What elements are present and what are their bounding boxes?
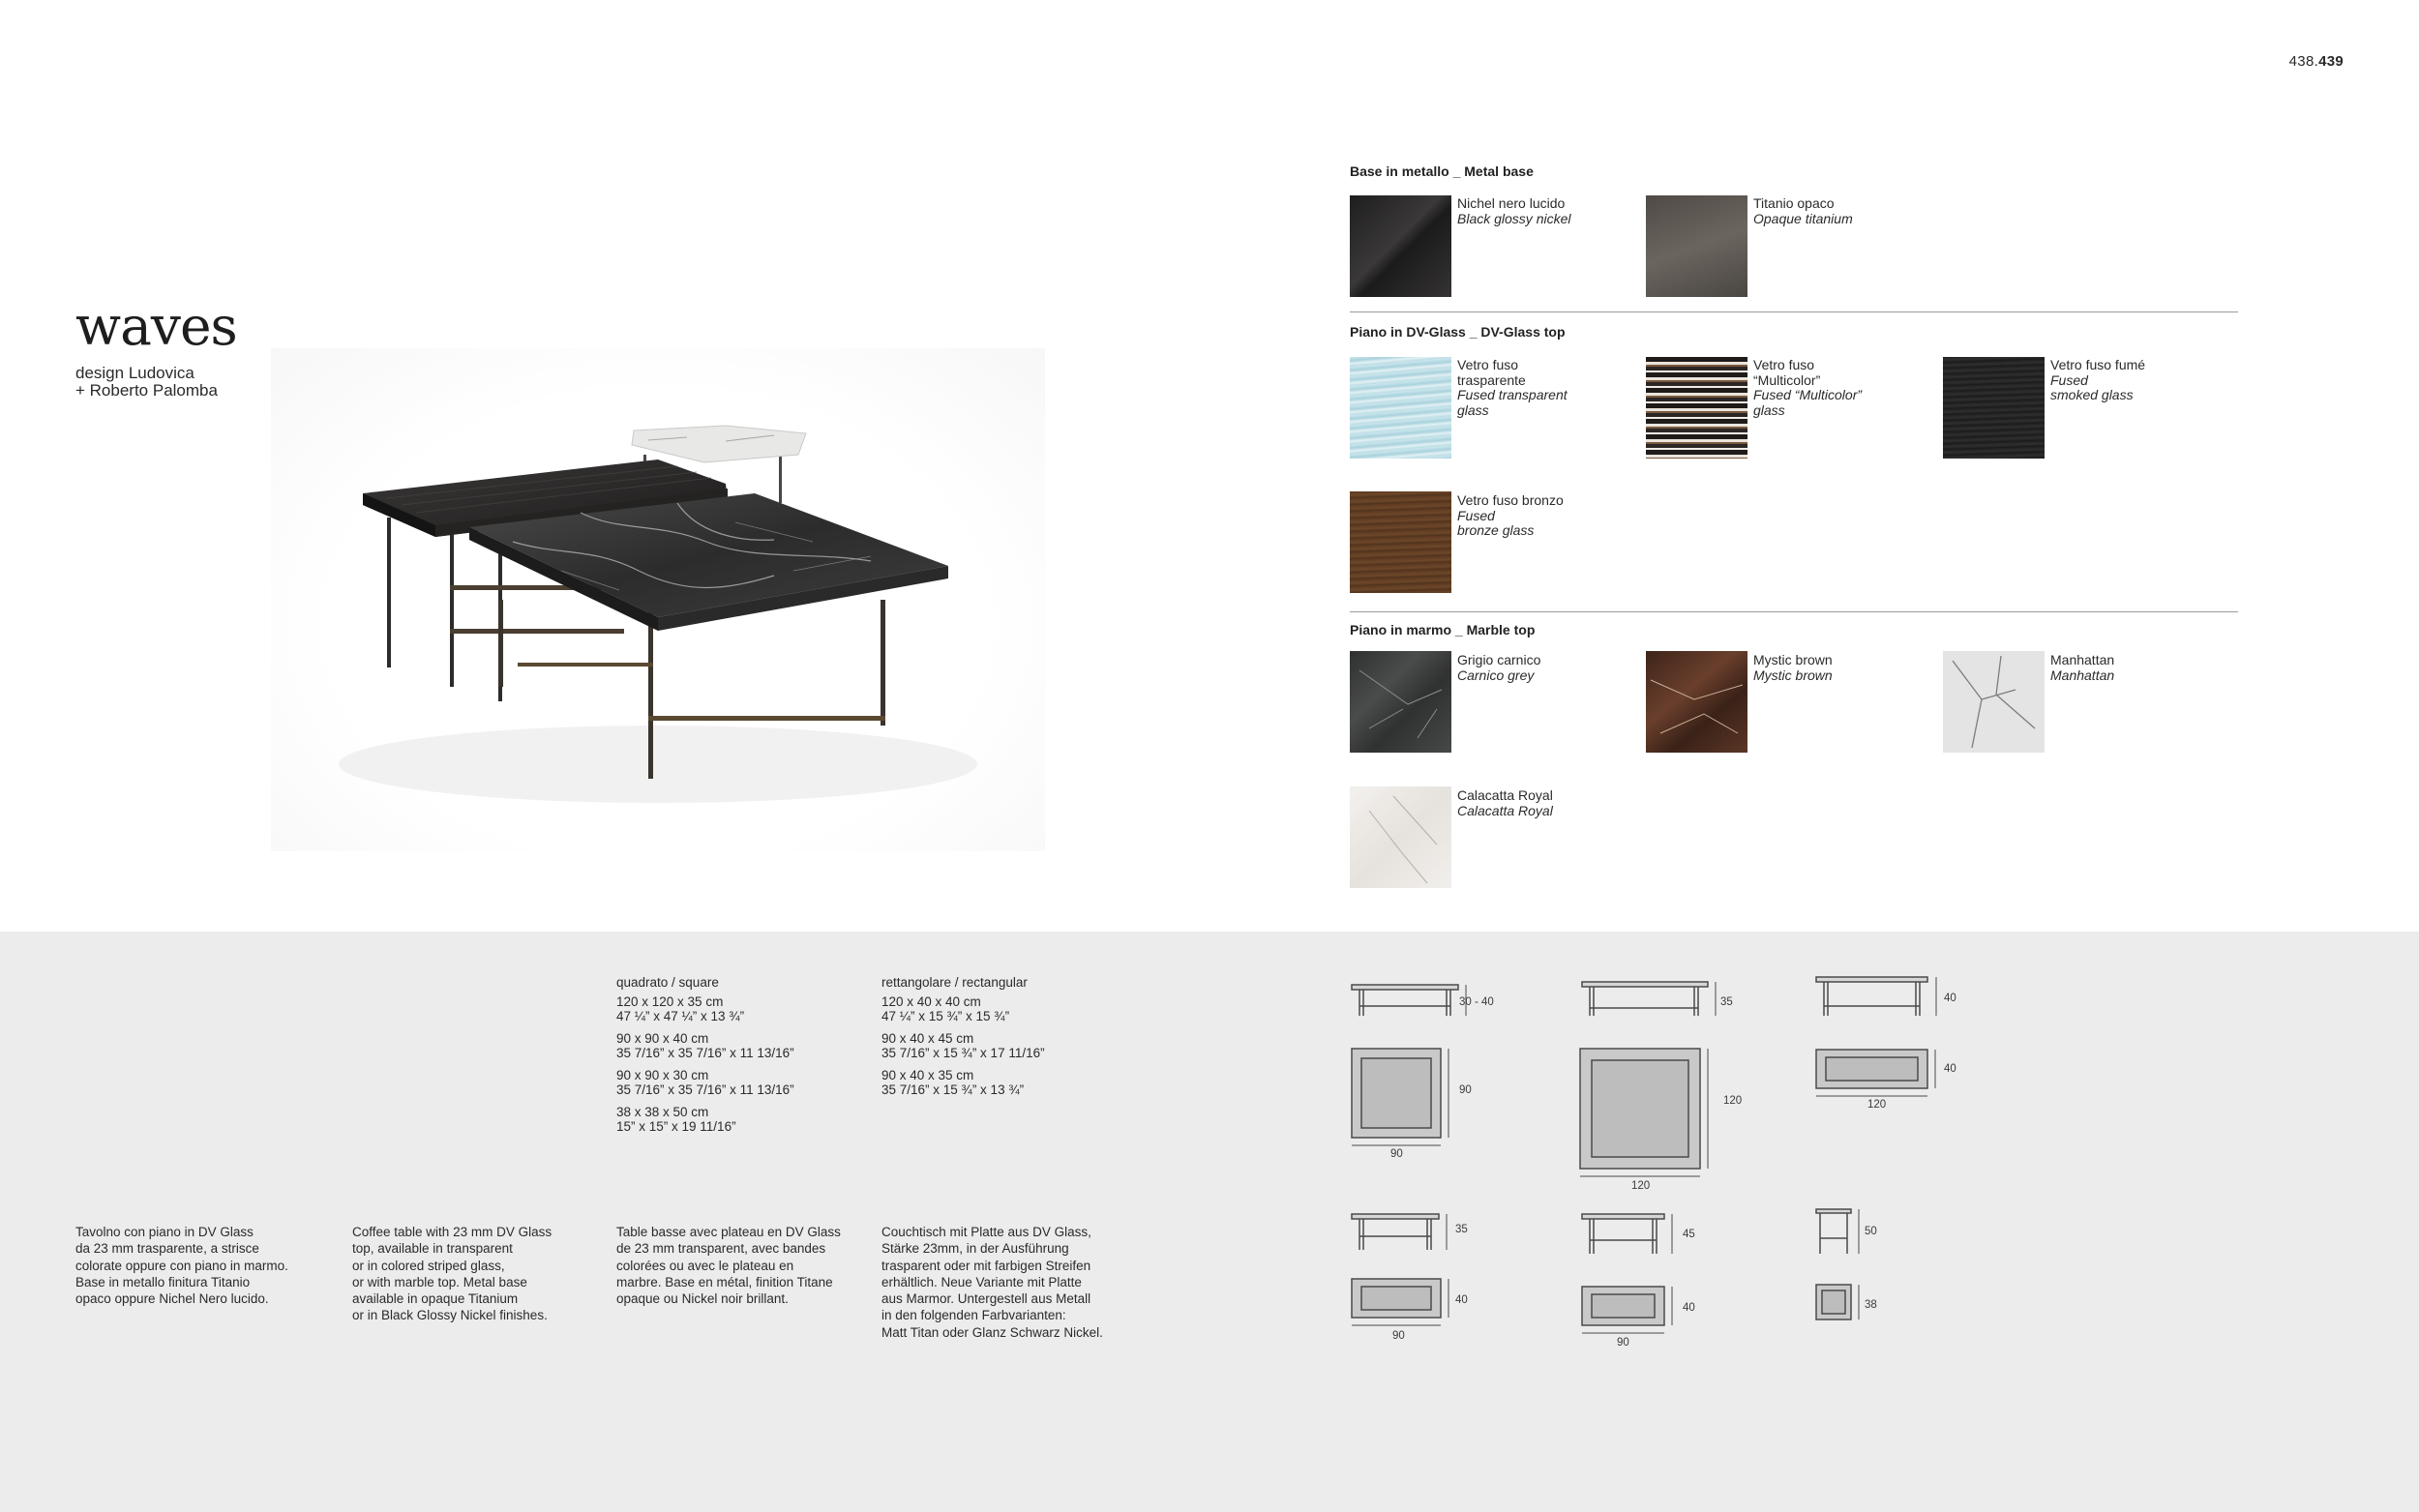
drawing-elevation-e (1582, 1214, 1672, 1254)
product-title: waves (75, 295, 237, 357)
dimension-label: 35 (1720, 996, 1733, 1008)
swatch-label: Calacatta Royal Calacatta Royal (1457, 787, 1553, 818)
product-photo (271, 348, 1045, 851)
section-title-marble-top: Piano in marmo _ Marble top (1350, 622, 1536, 637)
description-english: Coffee table with 23 mm DV Glass top, available in transparent or in colored striped glass, or with marble top. Metal base available in opaque Titanium or in Black Glossy Nickel finishes. (352, 1225, 552, 1323)
description-french: Table basse avec plateau en DV Glass de 23 mm transparent, avec bandes colorées ou avec le plateau en marbre. Base en métal, finition Titane opaque ou Nickel noir brillant. (616, 1225, 841, 1307)
dimension-label: 45 (1683, 1229, 1695, 1240)
swatch-carnico-grey[interactable] (1350, 651, 1451, 753)
swatch-label: Titanio opaco Opaque titanium (1753, 195, 1853, 226)
drawing-elevation-c (1816, 977, 1936, 1016)
swatch-fused-bronze-glass[interactable] (1350, 491, 1451, 593)
drawing-plan-b (1580, 1049, 1708, 1176)
section-title-metal-base: Base in metallo _ Metal base (1350, 163, 1534, 179)
technical-drawings (1340, 967, 1969, 1354)
dimension-label: 90 (1392, 1330, 1405, 1342)
swatch-label: Vetro fuso trasparente Fused transparent glass (1457, 357, 1568, 418)
drawing-elevation-b (1582, 982, 1716, 1016)
swatch-label: Grigio carnico Carnico grey (1457, 652, 1541, 683)
dimension-label: 40 (1944, 1063, 1956, 1075)
dimension-label: 40 (1944, 993, 1956, 1004)
dimension-label: 35 (1455, 1224, 1468, 1235)
swatch-label: Mystic brown Mystic brown (1753, 652, 1833, 683)
drawing-elevation-a (1352, 985, 1466, 1016)
page-number: 438.439 (2288, 53, 2344, 70)
dimension-label: 120 (1867, 1099, 1887, 1111)
drawing-plan-a (1352, 1049, 1448, 1145)
drawing-plan-d (1352, 1279, 1448, 1325)
coffee-table-image (271, 348, 1045, 851)
dimensions-rectangular: rettangolare / rectangular 120 x 40 x 40 cm 47 ¼” x 15 ¾” x 15 ¾” 90 x 40 x 45 cm 35 7/16” x 15 ¾” x 17 11/16” 90 x 40 x 35 cm 35 7/16” x 15 ¾” x 13 ¾” (881, 975, 1045, 1097)
dimension-label: 90 (1617, 1337, 1629, 1349)
section-divider (1350, 311, 2238, 312)
dimensions-square: quadrato / square 120 x 120 x 35 cm 47 ¼” x 47 ¼” x 13 ¾” 90 x 90 x 40 cm 35 7/16” x 35 7/16” x 11 13/16” 90 x 90 x 30 cm 35 7/16” x 35 7/16” x 11 13/16” 38 x 38 x 50 cm 15” x 15” x 19 11/16” (616, 975, 794, 1134)
section-divider (1350, 611, 2238, 612)
swatch-mystic-brown[interactable] (1646, 651, 1747, 753)
dimension-label: 50 (1865, 1226, 1877, 1237)
dimension-label: 38 (1865, 1299, 1877, 1311)
dimension-label: 40 (1455, 1294, 1468, 1306)
dimension-label: 90 (1459, 1084, 1472, 1096)
section-title-dv-glass-top: Piano in DV-Glass _ DV-Glass top (1350, 324, 1566, 340)
designer-credit: design Ludovica + Roberto Palomba (75, 364, 218, 400)
description-italian: Tavolno con piano in DV Glass da 23 mm trasparente, a strisce colorate oppure con piano in marmo. Base in metallo finitura Titanio opaco oppure Nichel Nero lucido. (75, 1225, 288, 1307)
dimension-label: 30 - 40 (1459, 996, 1494, 1008)
dimension-label: 120 (1723, 1095, 1743, 1107)
swatch-label: Vetro fuso “Multicolor” Fused “Multicolor” glass (1753, 357, 1863, 418)
drawing-plan-e (1582, 1287, 1672, 1333)
specifications-panel (0, 932, 2419, 1512)
swatch-fused-smoked-glass[interactable] (1943, 357, 2045, 459)
swatch-label: Vetro fuso fumé Fused smoked glass (2050, 357, 2146, 402)
swatch-label: Manhattan Manhattan (2050, 652, 2115, 683)
swatch-label: Nichel nero lucido Black glossy nickel (1457, 195, 1571, 226)
swatch-black-glossy-nickel[interactable] (1350, 195, 1451, 297)
drawing-elevation-d (1352, 1214, 1447, 1250)
dimension-label: 90 (1390, 1148, 1403, 1160)
swatch-calacatta-royal[interactable] (1350, 786, 1451, 888)
dimension-label: 40 (1683, 1302, 1695, 1314)
drawing-elevation-f (1816, 1209, 1859, 1254)
swatch-fused-transparent-glass[interactable] (1350, 357, 1451, 459)
swatch-opaque-titanium[interactable] (1646, 195, 1747, 297)
drawing-plan-f (1816, 1285, 1859, 1319)
swatch-fused-multicolor-glass[interactable] (1646, 357, 1747, 459)
description-german: Couchtisch mit Platte aus DV Glass, Stärke 23mm, in der Ausführung trasparent oder mit farbigen Streifen erhältlich. Neue Variante mit Platte aus Marmor. Untergestell aus Metall in den folgenden Farbvarianten: Matt Titan oder Glanz Schwarz Nickel. (881, 1225, 1103, 1340)
drawing-plan-c (1816, 1050, 1935, 1096)
swatch-manhattan[interactable] (1943, 651, 2045, 753)
swatch-label: Vetro fuso bronzo Fused bronze glass (1457, 492, 1564, 538)
dimension-label: 120 (1631, 1180, 1651, 1192)
